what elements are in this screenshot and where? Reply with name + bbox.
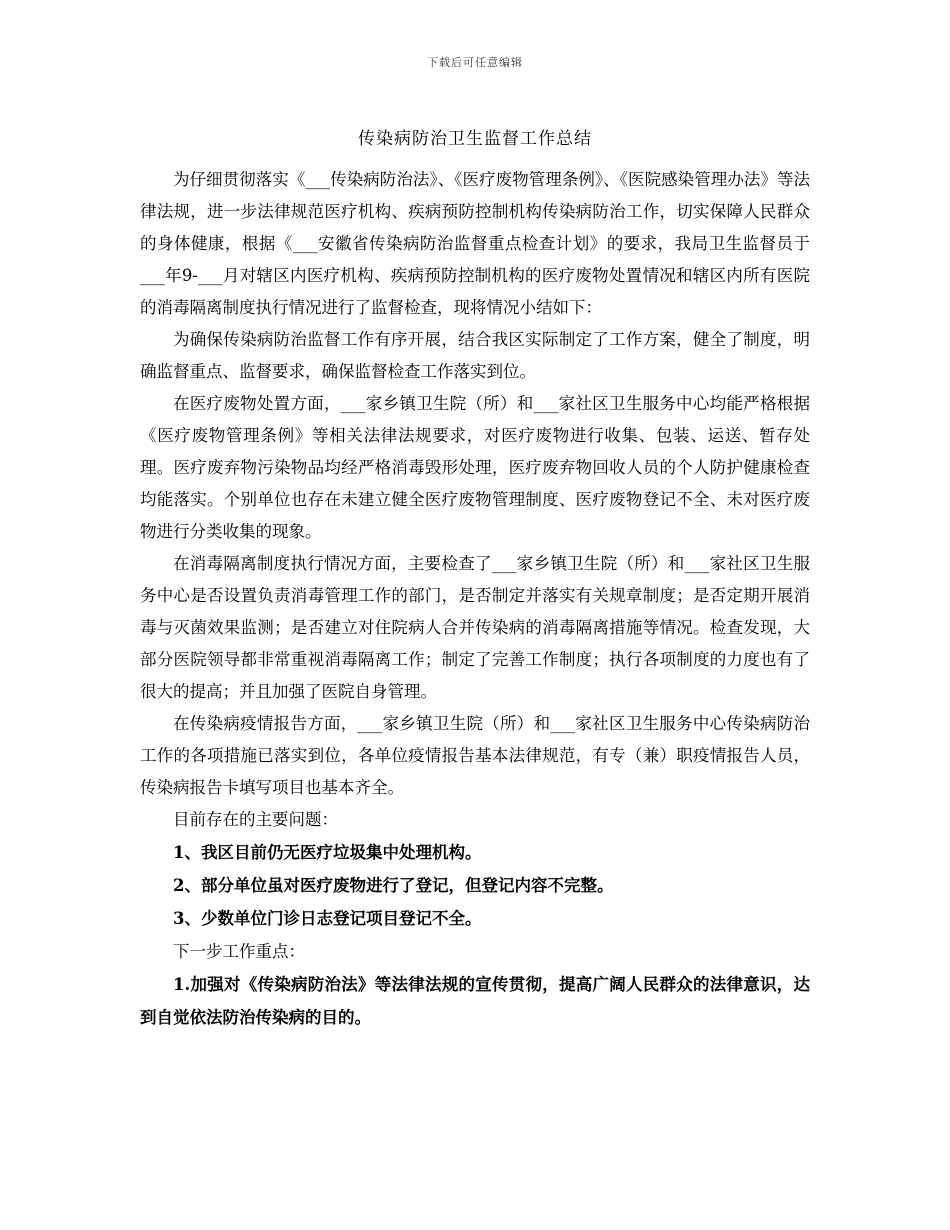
problem-item: 3、少数单位门诊日志登记项目登记不全。 (173, 909, 482, 928)
paragraph-disinfection: 在消毒隔离制度执行情况方面，主要检查了___家乡镇卫生院（所）和___家社区卫生服务中心是否设置负责消毒管理工作的部门，是否制定并落实有关规章制度；是否定期开展消毒与灭菌效果监测；是否建立对住院病人合并传染病的消毒隔离措施等情况。检查发现，大部分医院领导都非常重视消毒隔离工作；制定了完善工作制度；执行各项制度的力度也有了很大的提高；并且加强了医院自身管理。 (140, 554, 810, 701)
page-header-note: 下载后可任意编辑 (427, 56, 523, 69)
next-steps-heading: 下一步工作重点： (173, 942, 305, 961)
paragraph-problems-heading: 目前存在的主要问题： (173, 810, 338, 829)
document-title: 传染病防治卫生监督工作总结 (358, 129, 592, 149)
paragraph-intro: 为仔细贯彻落实《___传染病防治法》、《医疗废物管理条例》、《医院感染管理办法》等法律法规，进一步法律规范医疗机构、疾病预防控制机构传染病防治工作，切实保障人民群众的身体健康，根据《___安徽省传染病防治监督重点检查计划》的要求，我局卫生监督员于___年9-___月对辖区内医疗机构、疾病预防控制机构的医疗废物处置情况和辖区内所有医院的消毒隔离制度执行情况进行了监督检查，现将情况小结如下： (140, 170, 810, 317)
document-body (140, 164, 810, 1034)
next-step-item: 1.加强对《传染病防治法》等法律法规的宣传贯彻，提高广阔人民群众的法律意识，达到自觉依法防治传染病的目的。 (140, 975, 810, 1027)
problem-item: 2、部分单位虽对医疗废物进行了登记，但登记内容不完整。 (173, 876, 614, 895)
paragraph-medical-waste: 在医疗废物处置方面，___家乡镇卫生院（所）和___家社区卫生服务中心均能严格根据《医疗废物管理条例》等相关法律法规要求，对医疗废物进行收集、包装、运送、暂存处理。医疗废弃物污染物品均经严格消毒毁形处理，医疗废弃物回收人员的个人防护健康检查均能落实。个别单位也存在未建立健全医疗废物管理制度、医疗废物登记不全、未对医疗废物进行分类收集的现象。 (140, 394, 810, 541)
paragraph-epidemic-report: 在传染病疫情报告方面，___家乡镇卫生院（所）和___家社区卫生服务中心传染病防治工作的各项措施已落实到位，各单位疫情报告基本法律规范，有专（兼）职疫情报告人员，传染病报告卡填写项目也基本齐全。 (140, 714, 810, 797)
paragraph-plan: 为确保传染病防治监督工作有序开展，结合我区实际制定了工作方案，健全了制度，明确监督重点、监督要求，确保监督检查工作落实到位。 (140, 330, 810, 381)
problem-item: 1、我区目前仍无医疗垃圾集中处理机构。 (173, 843, 482, 862)
